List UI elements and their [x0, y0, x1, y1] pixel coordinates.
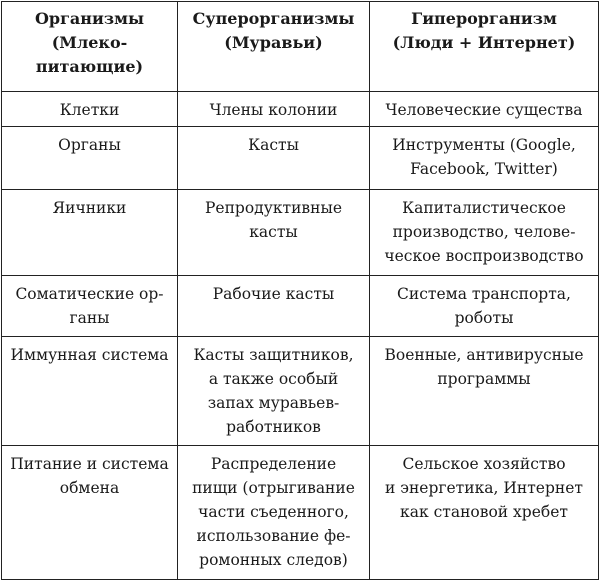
cell-hyperorganism [370, 92, 599, 127]
cell-superorganisms [178, 92, 370, 127]
cell-line: ганы [69, 309, 110, 327]
header-organisms [2, 2, 178, 92]
table-row [2, 337, 599, 446]
header-superorganisms [178, 2, 370, 92]
cell-hyperorganism [370, 190, 599, 276]
cell-hyperorganism [370, 446, 599, 580]
cell-line: Касты защитников, [193, 346, 354, 364]
cell-line: Клетки [59, 101, 120, 119]
cell-hyperorganism [370, 276, 599, 337]
cell-line: Рабочие касты [212, 285, 335, 303]
comparison-table [1, 1, 599, 580]
cell-organisms [2, 92, 178, 127]
cell-line: Facebook, Twitter) [410, 160, 558, 178]
cell-line: Питание и система [10, 455, 169, 473]
cell-line: Сельское хозяйство [402, 455, 566, 473]
cell-superorganisms [178, 446, 370, 580]
cell-organisms [2, 337, 178, 446]
table-row [2, 127, 599, 190]
table-row [2, 276, 599, 337]
table-row [2, 92, 599, 127]
cell-line: Человеческие существа [385, 101, 583, 119]
cell-superorganisms [178, 276, 370, 337]
cell-line: и энергетика, Интернет [385, 479, 583, 497]
cell-superorganisms [178, 337, 370, 446]
cell-line: пищи (отрыгивание [192, 479, 355, 497]
cell-line: Капиталистическое [402, 199, 566, 217]
cell-line: Система транспорта, [397, 285, 571, 303]
cell-line: Касты [248, 136, 299, 154]
table-row [2, 446, 599, 580]
table-row [2, 190, 599, 276]
cell-line: производство, челове- [392, 223, 576, 241]
header-line: питающие) [35, 57, 144, 76]
header-line: (Муравьи) [224, 33, 323, 52]
cell-line: роботы [454, 309, 514, 327]
cell-line: ромонных следов) [199, 551, 348, 569]
cell-line: программы [437, 370, 531, 388]
cell-line: Соматические ор- [15, 285, 164, 303]
header-hyperorganism [370, 2, 599, 92]
cell-line: Военные, антивирусные [384, 346, 584, 364]
cell-organisms [2, 276, 178, 337]
cell-superorganisms [178, 127, 370, 190]
cell-line: части съеденного, [198, 503, 349, 521]
cell-line: работников [226, 418, 321, 436]
cell-organisms [2, 127, 178, 190]
cell-line: ческое воспроизводство [384, 247, 584, 265]
cell-organisms [2, 446, 178, 580]
cell-hyperorganism [370, 337, 599, 446]
header-line: (Люди + Интернет) [392, 33, 576, 52]
header-line: Суперорганизмы [192, 9, 355, 28]
cell-line: касты [249, 223, 298, 241]
cell-line: Органы [58, 136, 121, 154]
header-line: Организмы [34, 9, 145, 28]
cell-organisms [2, 190, 178, 276]
cell-line: запах муравьев- [207, 394, 340, 412]
cell-line: использование фе- [196, 527, 351, 545]
header-line: Гиперорганизм [411, 9, 557, 28]
header-line: (Млеко- [51, 33, 128, 52]
cell-line: Репродуктивные [204, 199, 342, 217]
cell-line: Яичники [52, 199, 127, 217]
cell-line: как становой хребет [400, 503, 568, 521]
cell-line: Члены колонии [209, 101, 338, 119]
cell-line: обмена [59, 479, 120, 497]
cell-line: Инструменты (Google, [392, 136, 576, 154]
cell-superorganisms [178, 190, 370, 276]
cell-line: Иммунная система [10, 346, 169, 364]
cell-hyperorganism [370, 127, 599, 190]
cell-line: а также особый [208, 370, 339, 388]
cell-line: Распределение [210, 455, 337, 473]
header-row [2, 2, 599, 92]
